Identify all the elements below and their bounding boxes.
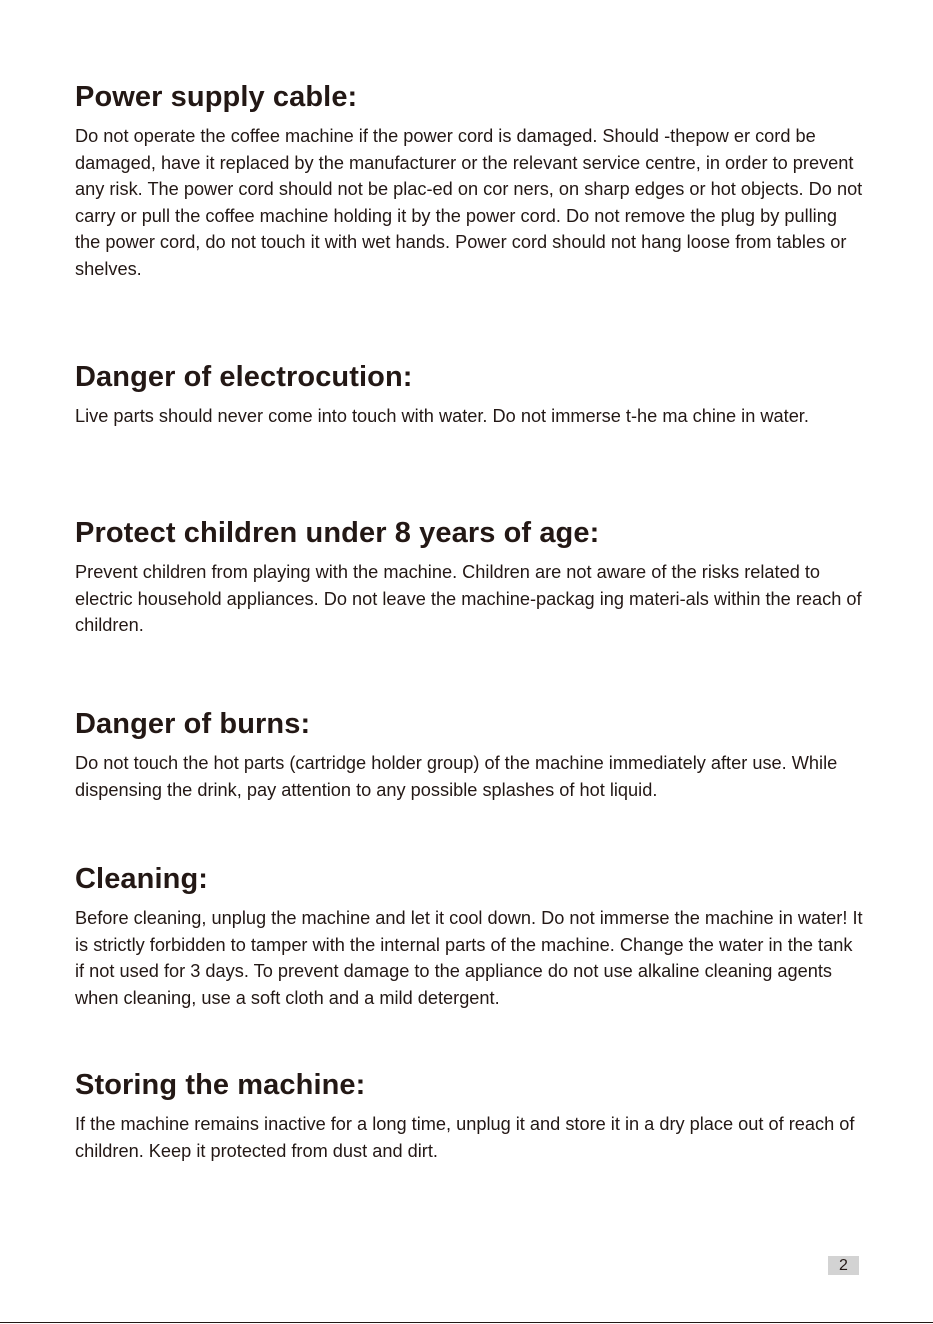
section-body: Prevent children from playing with the machine. Children are not aware of the risks related to electric household appliances. Do not leave the machine-packag ing materi-als within the reach of children.	[75, 562, 862, 636]
page-number: 2	[828, 1256, 859, 1275]
bottom-divider	[0, 1322, 933, 1323]
section-body: Do not touch the hot parts (cartridge holder group) of the machine immediately after use. While dispensing the drink, pay attention to any possible splashes of hot liquid.	[75, 753, 838, 800]
section-body: Before cleaning, unplug the machine and let it cool down. Do not immerse the machine in water! It is strictly forbidden to tamper with the internal parts of the machine. Change the water in the tank if not used for 3 days. To prevent damage to the appliance do not use alkaline cleaning agents when cleaning, use a soft cloth and a mild detergent.	[75, 908, 863, 1008]
section-body: Live parts should never come into touch with water. Do not immerse t-he ma chine in water.	[75, 406, 809, 426]
section-power-supply-cable	[75, 79, 865, 283]
section-heading: Cleaning:	[75, 863, 209, 895]
section-danger-of-burns	[75, 706, 865, 803]
section-body: Do not operate the coffee machine if the power cord is damaged. Should -thepow er cord be damaged, have it replaced by the manufacturer or the relevant service centre, in order to prevent any risk. The power cord should not be plac-ed on cor ners, on sharp edges or hot objects. Do not carry or pull the coffee machine holding it by the power cord. Do not remove the plug by pulling the power cord, do not touch it with wet hands. Power cord should not hang loose from tables or shelves.	[75, 126, 863, 279]
section-heading: Danger of electrocution:	[75, 361, 413, 393]
section-heading: Danger of burns:	[75, 708, 311, 740]
section-heading: Protect children under 8 years of age:	[75, 517, 600, 549]
section-danger-of-electrocution	[75, 359, 865, 430]
section-cleaning	[75, 861, 865, 1011]
section-storing-the-machine	[75, 1067, 865, 1164]
section-heading: Power supply cable:	[75, 81, 358, 113]
section-body: If the machine remains inactive for a long time, unplug it and store it in a dry place out of reach of children. Keep it protected from dust and dirt.	[75, 1114, 855, 1161]
section-protect-children	[75, 515, 865, 639]
section-heading: Storing the machine:	[75, 1069, 366, 1101]
